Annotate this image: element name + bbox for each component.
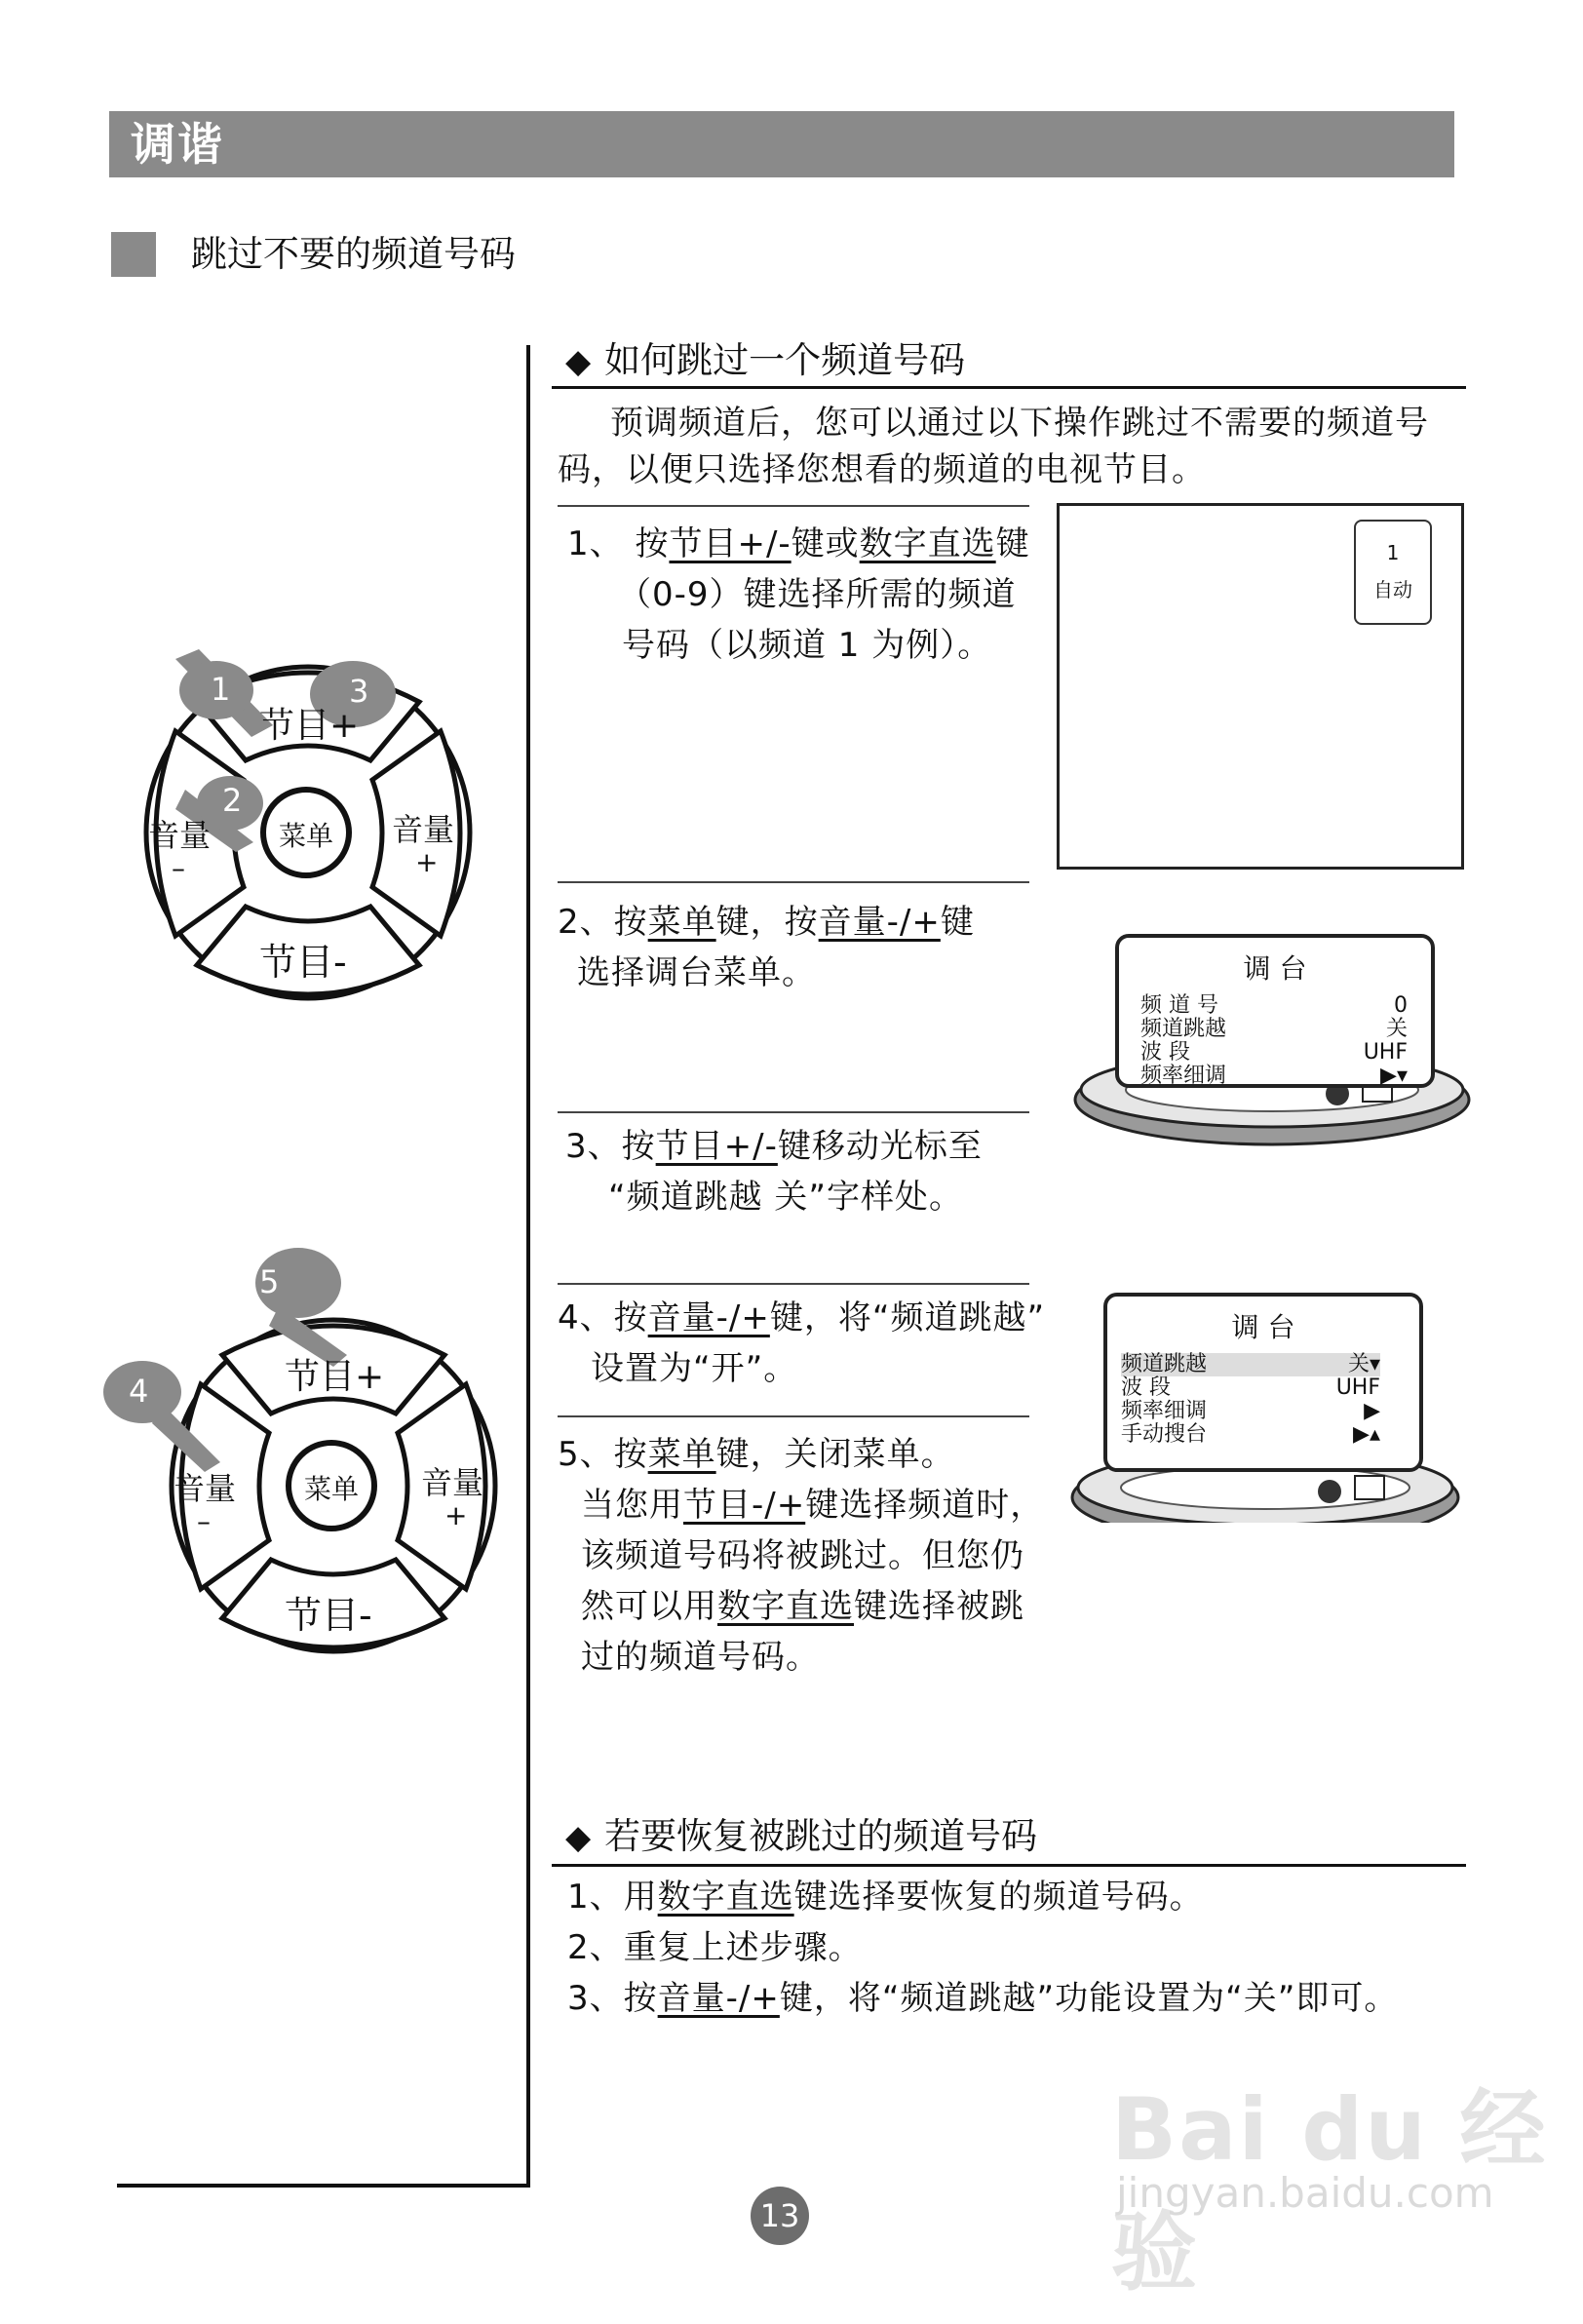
osd-menu-2 [1103,1293,1423,1472]
restore-step-3: 3、按音量-/+键，将“频道跳越”功能设置为“关”即可。 [567,1979,1399,2018]
bottom-divider [117,2184,530,2188]
osd-row: 频 道 号 0 [1140,993,1408,1018]
osd-title: 调 台 [1243,952,1307,985]
osd-row: 手动搜台 ▶▴ [1121,1422,1380,1447]
remote-control-1 [136,643,487,1014]
finger-step-2: 2 [222,782,243,819]
section-title: 跳过不要的频道号码 [191,233,516,275]
part2-heading: ◆ 若要恢复被跳过的频道号码 [565,1815,1038,1857]
volume-up-label: 音量 [421,1464,484,1501]
channel-mode: 自动 [1373,578,1412,601]
part1-rule [552,386,1466,389]
vertical-divider [526,345,530,2188]
channel-down-label: 节目- [259,941,347,984]
step1-line3: 号码（以频道 1 为例）。 [622,626,992,665]
part2-rule [552,1864,1466,1867]
step2-line1: 2、按菜单键，按音量-/+键 [558,903,975,942]
diamond-icon: ◆ [565,1818,592,1857]
osd-row-selected: 频道跳越 关▾ [1121,1352,1380,1376]
finger-step-4: 4 [129,1373,149,1410]
tv-menu-illustration-1 [1072,932,1472,1162]
step3-line1: 3、按节目+/-键移动光标至 [565,1127,983,1166]
menu-button-label: 菜单 [304,1473,360,1505]
tv-screen [1057,503,1464,870]
restore-step-1: 1、用数字直选键选择要恢复的频道号码。 [567,1878,1204,1917]
remote-control-2 [129,1263,513,1667]
page-title: 调谐 [131,118,224,171]
step5-line2: 当您用节目-/+键选择频道时， [581,1486,1045,1525]
diamond-icon: ◆ [565,342,592,381]
osd-menu-1 [1115,934,1435,1088]
intro-line-1: 预调频道后，您可以通过以下操作跳过不需要的频道号 [610,404,1429,443]
channel-indicator [1354,520,1432,625]
step5-line1: 5、按菜单键，关闭菜单。 [558,1435,955,1474]
step1-line2: （0-9）键选择所需的频道 [618,575,1017,614]
osd-row: 频率细调 ▶▾ [1140,1064,1408,1088]
volume-up-sign: + [444,1499,468,1531]
osd-row: 频道跳越 关 [1140,1017,1408,1041]
step4-line1: 4、按音量-/+键，将“频道跳越” [558,1298,1046,1337]
volume-up-sign: + [415,846,439,878]
tv-menu-illustration-2 [1070,1293,1460,1523]
part1-heading: ◆ 如何跳过一个频道号码 [565,339,966,381]
header-bar [109,111,1454,177]
step3-line2: “频道跳越 关”字样处。 [608,1178,964,1217]
osd-row: 波 段 UHF [1140,1040,1408,1065]
osd-title: 调 台 [1231,1311,1295,1343]
finger-step-5: 5 [259,1263,280,1300]
watermark-logo: Bai du 经验 [1111,2079,1548,2303]
volume-down-label: 音量 [174,1470,237,1507]
volume-up-label: 音量 [392,811,455,848]
intro-line-2: 码，以便只选择您想看的频道的电视节目。 [558,450,1206,489]
channel-up-label: 节目+ [259,706,360,746]
step1-line1: 1、 按节目+/-键或数字直选键 [567,524,1030,563]
watermark-url: jingyan.baidu.com [1116,2169,1494,2217]
step-divider [558,1283,1029,1285]
page-number: 13 [751,2187,809,2245]
step-divider [558,505,1029,507]
osd-rows [1119,987,1431,1088]
channel-down-label: 节目- [285,1594,372,1637]
menu-button-label: 菜单 [279,820,334,852]
finger-step-1: 1 [211,671,231,708]
osd-row: 频率细调 ▶ [1121,1399,1380,1423]
finger-step-3: 3 [349,673,369,710]
step4-line2: 设置为“开”。 [591,1349,798,1388]
step2-line2: 选择调台菜单。 [577,953,816,992]
section-marker [111,232,156,277]
restore-step-2: 2、重复上述步骤。 [567,1928,863,1967]
step5-line5: 过的频道号码。 [581,1638,820,1677]
osd-rows [1107,1345,1419,1447]
step5-line4: 然可以用数字直选键选择被跳 [581,1587,1024,1626]
volume-down-label: 音量 [148,817,212,854]
volume-down-sign: – [197,1505,211,1537]
channel-up-label: 节目+ [285,1357,385,1397]
step-divider [558,881,1029,883]
volume-down-sign: – [172,852,185,884]
step5-line3: 该频道号码将被跳过。但您仍 [581,1536,1024,1575]
osd-row: 波 段 UHF [1121,1375,1380,1400]
channel-number: 1 [1386,541,1400,564]
step-divider [558,1111,1029,1113]
step-divider [558,1415,1029,1417]
